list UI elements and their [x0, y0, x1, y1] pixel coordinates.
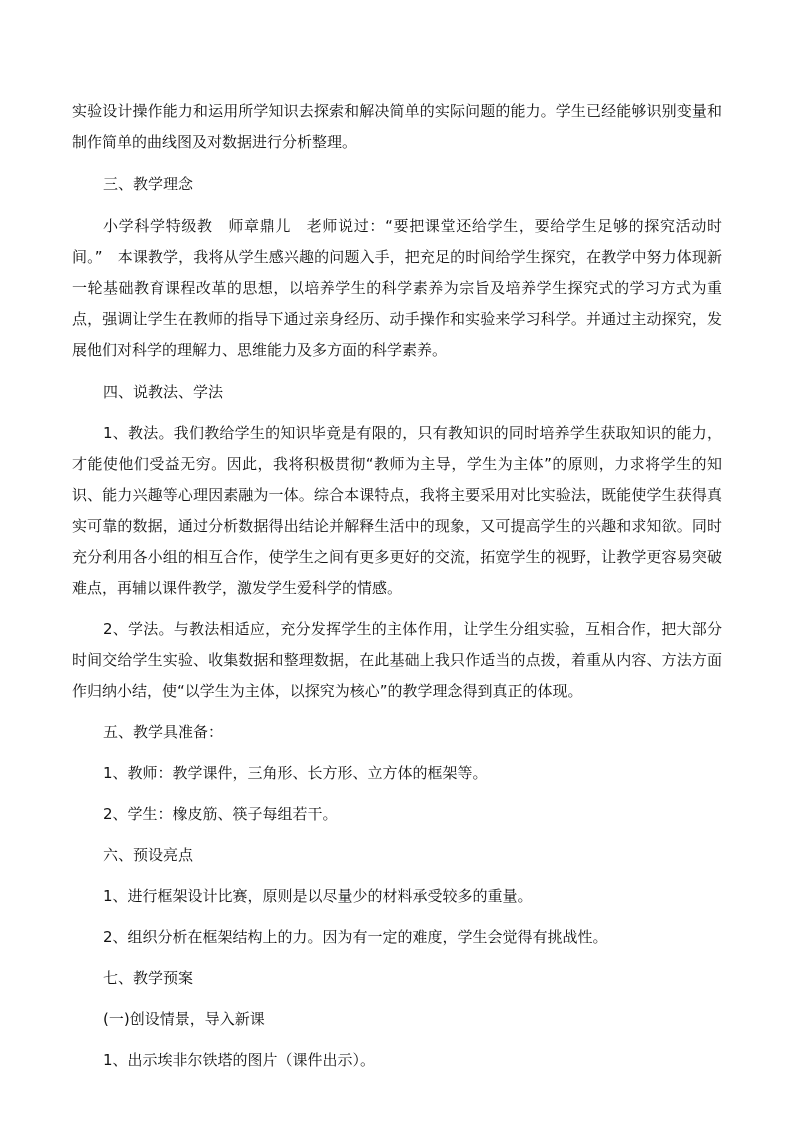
heading-teaching-methods: 四、说教法、学法 [103, 383, 224, 401]
heading-teaching-concept: 三、教学理念 [103, 175, 194, 193]
paragraph-teaching-method: 1、教法。我们教给学生的知识毕竟是有限的，只有教知识的同时培养学生获取知识的能力，才能使他们受益无穷。因此，我将积极贯彻“教师为主导，学生为主体”的原则，力求将学生的知识、能力兴趣等心理因素融为一体。综合本课特点，我将主要采用对比实验法，既能使学生获得真实可靠的数据，通过分析数据得出结论并解释生活中的现象，又可提高学生的兴趣和求知欲。同时充分利用各小组的相互合作，使学生之间有更多更好的交流，拓宽学生的视野，让教学更容易突破难点，再辅以课件教学，激发学生爱科学的情感。 [72, 424, 722, 597]
paragraph-highlight-2: 2、组织分析在框架结构上的力。因为有一定的难度，学生会觉得有挑战性。 [103, 928, 608, 946]
paragraph-eiffel-tower: 1、出示埃非尔铁塔的图片（课件出示）。 [103, 1051, 376, 1069]
paragraph-teaching-concept: 小学科学特级教 师章鼎儿 老师说过：“要把课堂还给学生，要给学生足够的探究活动时间。” 本课教学，我将从学生感兴趣的问题入手，把充足的时间给学生探究，在教学中努力体现新一轮基础教育课程改革的思想，以培养学生的科学素养为宗旨及培养学生探究式的学习方式为重点，强调让学生在教师的指导下通过亲身经历、动手操作和实验来学习科学。并通过主动探究，发展他们对科学的理解力、思维能力及多方面的科学素养。 [72, 217, 722, 359]
heading-teaching-plan: 七、教学预案 [103, 969, 194, 987]
heading-highlights: 六、预设亮点 [103, 846, 194, 864]
paragraph-learning-method: 2、学法。与教法相适应，充分发挥学生的主体作用，让学生分组实验，互相合作，把大部分时间交给学生实验、收集数据和整理数据，在此基础上我只作适当的点拨，着重从内容、方法方面作归纳小结，使“以学生为主体，以探究为核心”的教学理念得到真正的体现。 [72, 620, 722, 700]
document-body [72, 96, 722, 1076]
heading-teaching-materials: 五、教学具准备： [103, 723, 224, 741]
paragraph-teacher-materials: 1、教师：教学课件，三角形、长方形、立方体的框架等。 [103, 764, 488, 782]
paragraph-student-materials: 2、学生：橡皮筋、筷子每组若干。 [103, 805, 338, 823]
paragraph-highlight-1: 1、进行框架设计比赛，原则是以尽量少的材料承受较多的重量。 [103, 887, 533, 905]
paragraph-learning-ability: 实验设计操作能力和运用所学知识去探索和解决简单的实际问题的能力。学生已经能够识别变量和制作简单的曲线图及对数据进行分析整理。 [72, 102, 722, 151]
subheading-introduction: (一)创设情景，导入新课 [103, 1010, 265, 1028]
